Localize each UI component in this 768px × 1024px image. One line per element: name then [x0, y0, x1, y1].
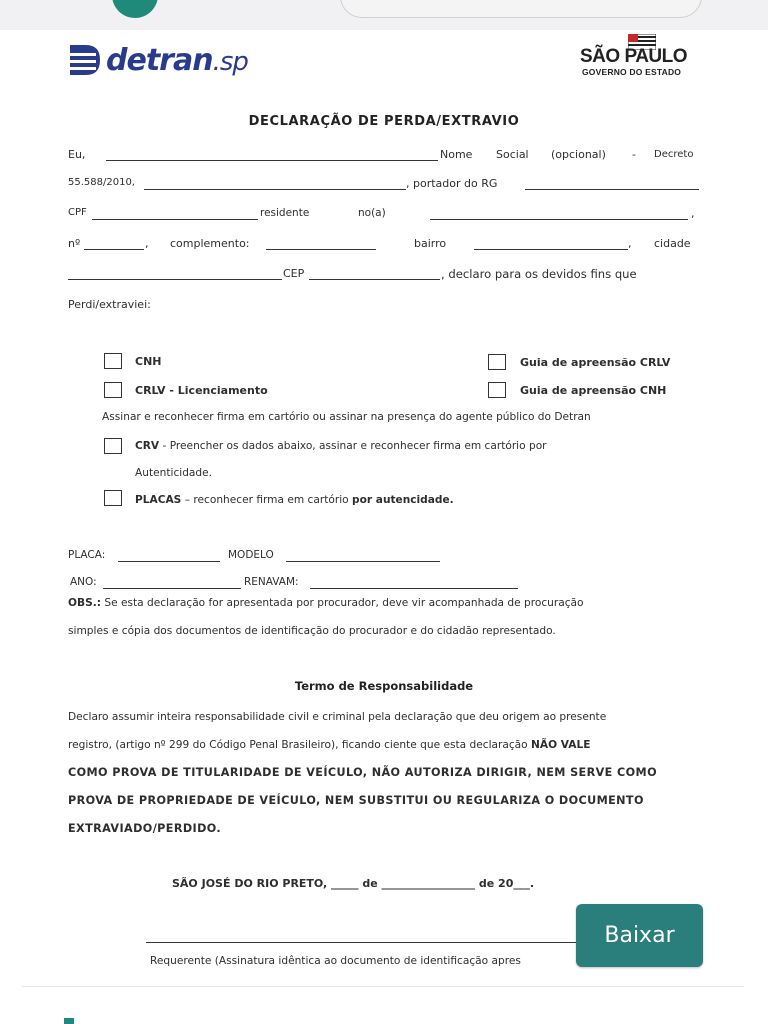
- label-ano: ANO:: [70, 576, 97, 588]
- signature-caption: Requerente (Assinatura idêntica ao documento de identificação apres: [150, 955, 521, 967]
- field-nome[interactable]: [106, 160, 438, 161]
- label-decreto: Decreto: [654, 149, 694, 160]
- termo-line-3: COMO PROVA DE TITULARIDADE DE VEÍCULO, NÃO AUTORIZA DIRIGIR, NEM SERVE COMO: [68, 766, 657, 779]
- option-guia-cnh-label: Guia de apreensão CNH: [520, 384, 667, 397]
- field-rg[interactable]: [525, 189, 699, 190]
- termo-line-2: [68, 739, 590, 751]
- obs-line-2: simples e cópia dos documentos de identificação do procurador e do cidadão representado.: [68, 625, 556, 637]
- option-crv-desc2: Autenticidade.: [135, 467, 213, 479]
- label-placa: PLACA:: [68, 549, 106, 561]
- browser-top-bar: [0, 0, 768, 30]
- label-cpf: CPF: [68, 207, 87, 218]
- option-placas-bold: por autencidade.: [352, 494, 454, 506]
- label-decreto-num: 55.588/2010,: [68, 177, 135, 188]
- label-declaro: , declaro para os devidos fins que: [441, 267, 637, 281]
- form-title: DECLARAÇÃO DE PERDA/EXTRAVIO: [248, 114, 520, 129]
- obs-text-1: Se esta declaração for apresentada por procurador, deve vir acompanhada de procuração: [104, 597, 584, 609]
- option-placas-row: [135, 494, 454, 506]
- field-placa[interactable]: [118, 561, 220, 562]
- field-renavam[interactable]: [310, 588, 518, 589]
- label-eu: Eu,: [68, 148, 86, 161]
- label-cep: CEP: [283, 267, 305, 280]
- label-social: Social: [496, 148, 529, 161]
- sp-title: SÃO PAULO: [580, 46, 688, 67]
- field-numero[interactable]: [84, 249, 144, 250]
- field-ano[interactable]: [103, 588, 241, 589]
- label-portador: , portador do RG: [406, 177, 498, 190]
- label-complemento: complemento:: [170, 237, 250, 250]
- option-placas-desc: – reconhecer firma em cartório: [184, 494, 349, 506]
- termo-line-5: EXTRAVIADO/PERDIDO.: [68, 822, 222, 835]
- label-dash: -: [632, 148, 636, 161]
- checkbox-guia-crlv[interactable]: [488, 354, 506, 370]
- option-crv-label: CRV: [135, 440, 160, 452]
- label-comma: ,: [691, 207, 695, 220]
- note-assinar: Assinar e reconhecer firma em cartório ou assinar na presença do agente público do Detran: [102, 411, 591, 423]
- detran-wordmark: detran.sp: [106, 42, 248, 78]
- obs-line-1: [68, 597, 584, 609]
- checkbox-crlv[interactable]: [104, 382, 122, 398]
- app-icon[interactable]: [112, 0, 158, 18]
- field-endereco[interactable]: [430, 219, 688, 220]
- footer-accent: [64, 1018, 74, 1024]
- field-cep[interactable]: [309, 279, 440, 280]
- label-nome: Nome: [440, 148, 473, 161]
- option-crv-desc: - Preencher os dados abaixo, assinar e reconhecer firma em cartório por: [162, 440, 547, 452]
- option-placas-label: PLACAS: [135, 494, 182, 506]
- label-comma-numero: ,: [145, 237, 149, 250]
- download-button[interactable]: Baixar: [576, 904, 703, 967]
- footer-divider: [22, 986, 744, 987]
- signature-line: [146, 942, 578, 943]
- termo-line-4: PROVA DE PROPRIEDADE DE VEÍCULO, NEM SUBSTITUI OU REGULARIZA O DOCUMENTO: [68, 794, 644, 807]
- field-nome-social[interactable]: [144, 189, 406, 190]
- label-residente: residente: [260, 207, 310, 219]
- date-line: SÃO JOSÉ DO RIO PRETO, _____ de _________________ de 20___.: [172, 877, 535, 890]
- label-numero: nº: [68, 237, 81, 250]
- checkbox-crv[interactable]: [104, 438, 122, 454]
- sp-subtitle: GOVERNO DO ESTADO: [582, 67, 682, 77]
- checkbox-placas[interactable]: [104, 490, 122, 506]
- checkbox-guia-cnh[interactable]: [488, 382, 506, 398]
- termo-title: Termo de Responsabilidade: [294, 679, 474, 693]
- option-crv-row: [135, 440, 547, 452]
- field-cpf[interactable]: [92, 219, 258, 220]
- termo-line-1: Declaro assumir inteira responsabilidade civil e criminal pela declaração que deu origem ao presente: [68, 711, 607, 723]
- document-page: [22, 30, 744, 988]
- detran-logo: [66, 38, 248, 82]
- option-cnh-label: CNH: [135, 355, 162, 368]
- detran-emblem-icon: [66, 43, 104, 77]
- label-noa: no(a): [358, 207, 386, 219]
- termo-line-2-text: registro, (artigo nº 299 do Código Penal Brasileiro), ficando ciente que esta declaração: [68, 739, 528, 751]
- field-cidade[interactable]: [68, 279, 282, 280]
- obs-label: OBS.:: [68, 597, 101, 609]
- label-opcional: (opcional): [551, 148, 606, 161]
- label-cidade: cidade: [654, 237, 691, 250]
- label-perdi: Perdi/extraviei:: [68, 298, 151, 311]
- option-guia-crlv-label: Guia de apreensão CRLV: [520, 356, 671, 369]
- label-comma-bairro: ,: [628, 237, 632, 250]
- field-complemento[interactable]: [266, 249, 376, 250]
- option-crlv-label: CRLV - Licenciamento: [135, 384, 268, 397]
- termo-line-2-bold: NÃO VALE: [531, 739, 591, 751]
- field-bairro[interactable]: [474, 249, 628, 250]
- label-renavam: RENAVAM:: [244, 576, 299, 588]
- field-modelo[interactable]: [286, 561, 440, 562]
- sp-government-logo: [578, 34, 700, 80]
- label-modelo: MODELO: [228, 549, 274, 561]
- label-bairro: bairro: [414, 237, 447, 250]
- checkbox-cnh[interactable]: [104, 353, 122, 369]
- search-input[interactable]: [340, 0, 702, 18]
